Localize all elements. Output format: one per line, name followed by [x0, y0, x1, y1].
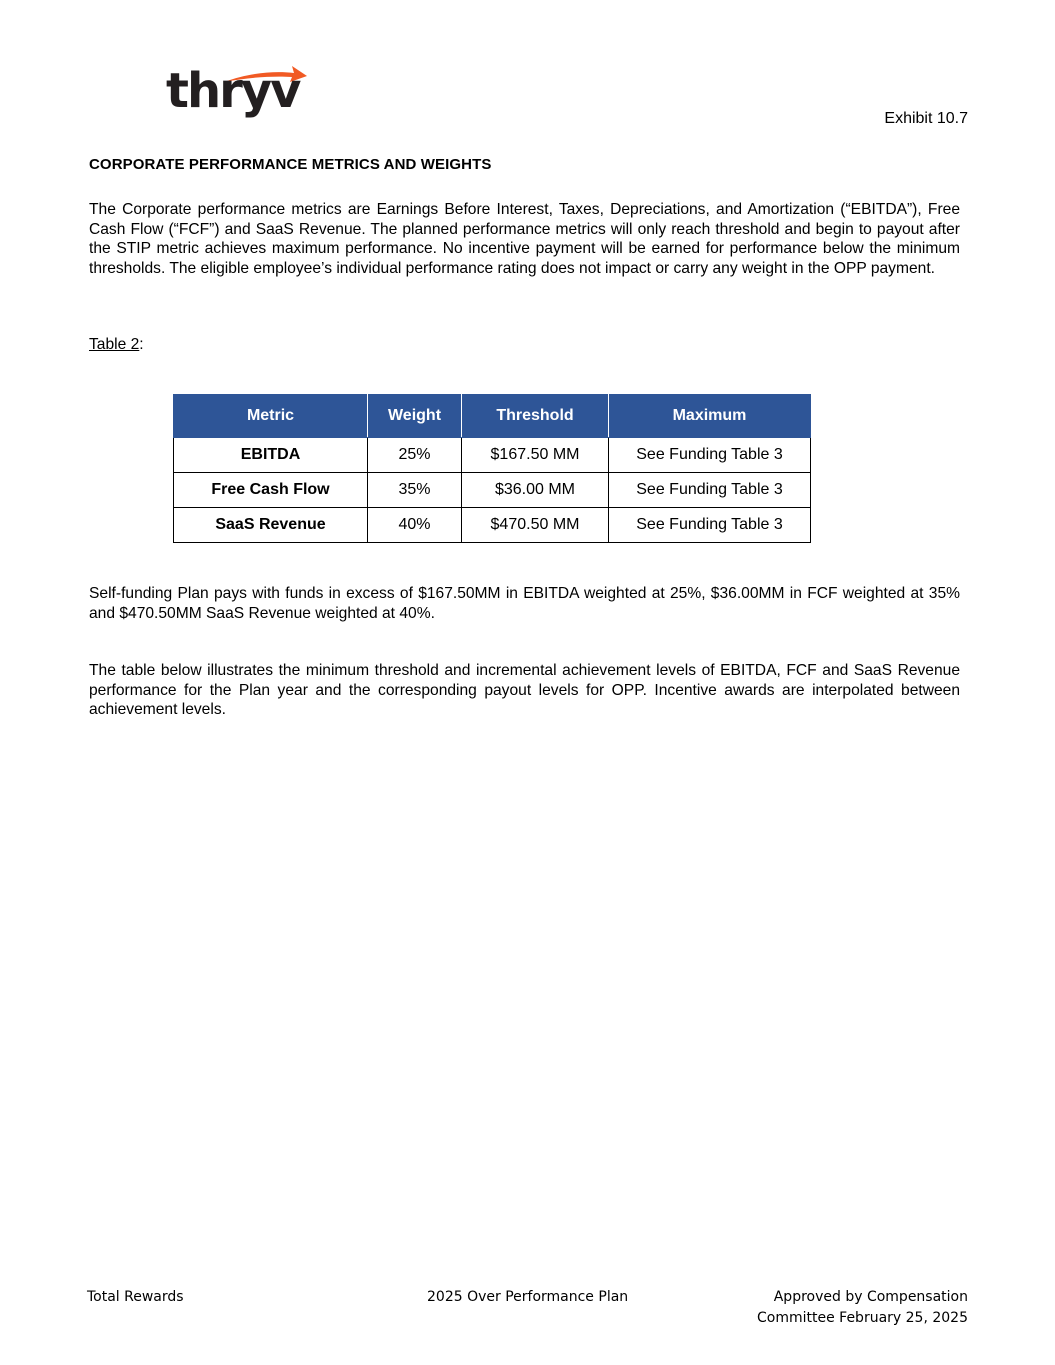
- table-header-row: [174, 395, 811, 438]
- threshold-cell: $167.50 MM: [462, 438, 609, 473]
- table-label: [89, 336, 144, 354]
- footer-left: Total Rewards: [87, 1289, 184, 1305]
- table-row: [174, 473, 811, 508]
- table-row: [174, 438, 811, 473]
- metrics-description-paragraph: The Corporate performance metrics are Earnings Before Interest, Taxes, Depreciations, and Amortization (“EBITDA”), Free Cash Flow (“FCF”) and SaaS Revenue. The planned performance metrics will only reach threshold and begin to payout after the STIP metric achieves maximum performance. No incentive payment will be earned for performance below the minimum thresholds. The eligible employee’s individual performance rating does not impact or carry any weight in the OPP payment.: [89, 201, 960, 277]
- column-header-maximum: Maximum: [609, 395, 811, 438]
- metric-cell: EBITDA: [174, 438, 368, 473]
- self-funding-paragraph: Self-funding Plan pays with funds in excess of $167.50MM in EBITDA weighted at 25%, $36.00MM in FCF weighted at 35% and $470.50MM SaaS Revenue weighted at 40%.: [89, 585, 960, 622]
- weight-cell: 35%: [368, 473, 462, 508]
- thryv-logo: [166, 62, 316, 124]
- column-header-threshold: Threshold: [462, 395, 609, 438]
- table-row: [174, 508, 811, 543]
- footer-right-line-1: Approved by Compensation: [773, 1289, 968, 1305]
- weight-cell: 40%: [368, 508, 462, 543]
- footer-center: 2025 Over Performance Plan: [427, 1289, 629, 1305]
- table-label-colon: :: [139, 336, 144, 353]
- section-heading: CORPORATE PERFORMANCE METRICS AND WEIGHTS: [89, 156, 492, 173]
- threshold-cell: $36.00 MM: [462, 473, 609, 508]
- logo-wordmark: thryv: [166, 63, 300, 119]
- column-header-weight: Weight: [368, 395, 462, 438]
- footer-right: [757, 1287, 968, 1329]
- metric-cell: SaaS Revenue: [174, 508, 368, 543]
- maximum-cell: See Funding Table 3: [609, 508, 811, 543]
- achievement-levels-paragraph: The table below illustrates the minimum threshold and incremental achievement levels of EBITDA, FCF and SaaS Revenue performance for the Plan year and the corresponding payout levels for OPP. Incentive awards are interpolated between achievement levels.: [89, 662, 960, 719]
- maximum-cell: See Funding Table 3: [609, 438, 811, 473]
- exhibit-number: Exhibit 10.7: [884, 110, 968, 127]
- footer-right-line-2: Committee February 25, 2025: [757, 1310, 968, 1326]
- weight-cell: 25%: [368, 438, 462, 473]
- threshold-cell: $470.50 MM: [462, 508, 609, 543]
- table-label-text: Table 2: [89, 336, 140, 353]
- metric-cell: Free Cash Flow: [174, 473, 368, 508]
- column-header-metric: Metric: [174, 395, 368, 438]
- metrics-table: [173, 394, 811, 543]
- maximum-cell: See Funding Table 3: [609, 473, 811, 508]
